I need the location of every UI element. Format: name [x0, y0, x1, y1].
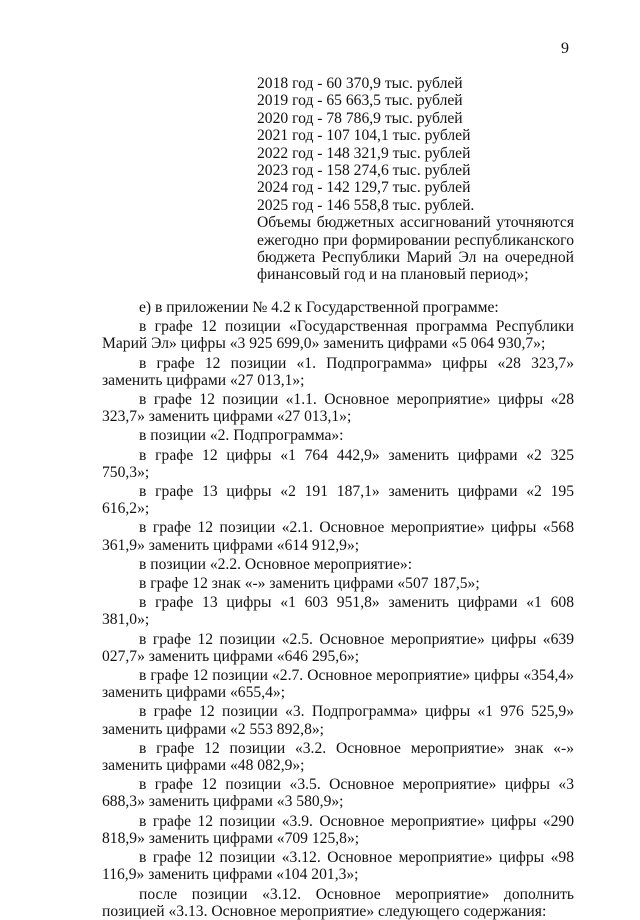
- paragraph: в графе 12 цифры «1 764 442,9» заменить цифрами «2 325 750,3»;: [102, 446, 574, 481]
- budget-year-line: 2019 год - 65 663,5 тыс. рублей: [257, 92, 463, 110]
- paragraph: в позиции «2.2. Основное мероприятие»:: [139, 555, 413, 573]
- paragraph: в графе 12 позиции «1. Подпрограмма» цифры «28 323,7» заменить цифрами «27 013,1»;: [102, 354, 574, 389]
- paragraph: в графе 12 знак «-» заменить цифрами «507 187,5»;: [139, 575, 480, 593]
- paragraph: в графе 12 позиции «2.5. Основное мероприятие» цифры «639 027,7» заменить цифрами «646 295,6»;: [102, 630, 574, 665]
- paragraph-heading: е) в приложении № 4.2 к Государственной программе:: [139, 299, 499, 316]
- budget-year-line: 2023 год - 158 274,6 тыс. рублей: [257, 162, 471, 180]
- amendments-block: [102, 299, 574, 920]
- paragraph: в графе 12 позиции «2.1. Основное мероприятие» цифры «568 361,9» заменить цифрами «614 912,9»;: [102, 519, 574, 554]
- paragraph: в позиции «2. Подпрограмма»:: [139, 427, 344, 445]
- paragraph: в графе 12 позиции «2.7. Основное мероприятие» цифры «354,4» заменить цифрами «655,4»;: [102, 667, 574, 702]
- page-number: 9: [561, 40, 569, 57]
- paragraph: в графе 12 позиции «3.5. Основное мероприятие» цифры «3 688,3» заменить цифрами «3 580,9»;: [102, 776, 574, 811]
- budget-year-line: 2025 год - 146 558,8 тыс. рублей.: [257, 196, 475, 214]
- paragraph: в графе 12 позиции «3.12. Основное мероприятие» цифры «98 116,9» заменить цифрами «104 201,3»;: [102, 849, 574, 884]
- paragraph: в графе 12 позиции «3. Подпрограмма» цифры «1 976 525,9» заменить цифрами «2 553 892,8»;: [102, 703, 574, 738]
- paragraph: в графе 13 цифры «2 191 187,1» заменить цифрами «2 195 616,2»;: [102, 483, 574, 518]
- paragraph: в графе 12 позиции «3.2. Основное мероприятие» знак «-» заменить цифрами «48 082,9»;: [102, 739, 574, 775]
- paragraph: после позиции «3.12. Основное мероприятие» дополнить позицией «3.13. Основное мероприятие» следующего содержания:: [102, 885, 574, 920]
- budget-year-line: 2018 год - 60 370,9 тыс. рублей: [257, 75, 463, 92]
- budget-note-paragraph: Объемы бюджетных ассигнований уточняются ежегодно при формировании республиканского бюджета Республики Марий Эл на очередной финансовый год и на плановый период»;: [257, 214, 574, 284]
- paragraph: в графе 12 позиции «3.9. Основное мероприятие» цифры «290 818,9» заменить цифрами «709 125,8»;: [102, 812, 574, 847]
- budget-year-line: 2021 год - 107 104,1 тыс. рублей: [257, 127, 471, 145]
- budget-years-block: [257, 75, 574, 284]
- paragraph: в графе 12 позиции «1.1. Основное мероприятие» цифры «28 323,7» заменить цифрами «27 013,1»;: [102, 391, 574, 426]
- paragraph: в графе 13 цифры «1 603 951,8» заменить цифрами «1 608 381,0»;: [102, 594, 574, 629]
- budget-year-line: 2022 год - 148 321,9 тыс. рублей: [257, 144, 471, 162]
- budget-year-line: 2024 год - 142 129,7 тыс. рублей: [257, 179, 471, 197]
- budget-year-line: 2020 год - 78 786,9 тыс. рублей: [257, 109, 463, 127]
- paragraph: в графе 12 позиции «Государственная программа Республики Марий Эл» цифры «3 925 699,0» заменить цифрами «5 064 930,7»;: [102, 318, 574, 353]
